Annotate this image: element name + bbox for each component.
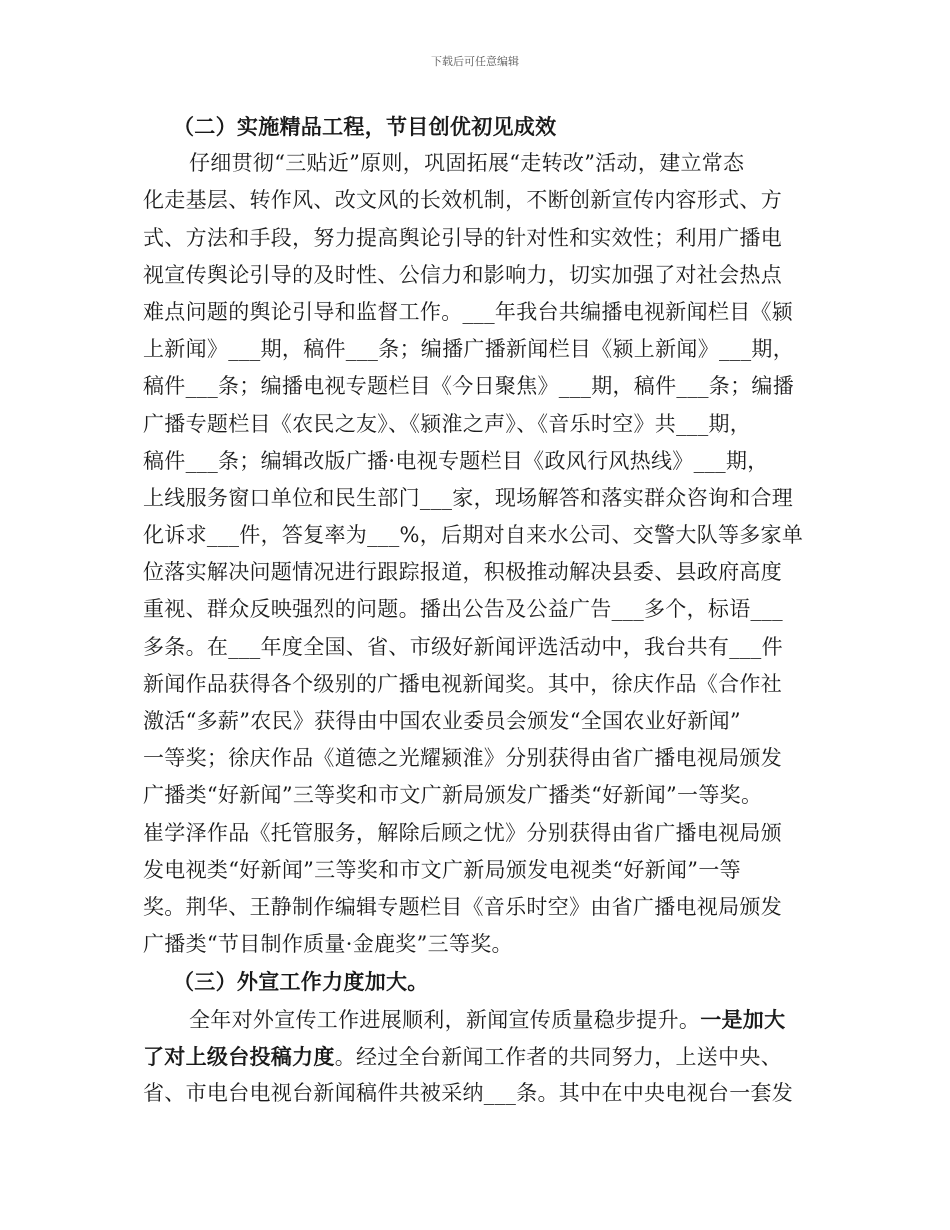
text-line: 广播类“节目制作质量·金鹿奖”三等奖。: [143, 932, 513, 957]
text-line: 多条。在___年度全国、省、市级好新闻评选活动中，我台共有___件: [143, 634, 783, 659]
text-line: [143, 1001, 823, 1038]
text-line: 崔学泽作品《托管服务，解除后顾之忧》分别获得由省广播电视局颁: [143, 820, 782, 845]
text-line: 重视、群众反映强烈的问题。播出公告及公益广告___多个，标语___: [143, 597, 783, 622]
document-body: [143, 108, 823, 1112]
text-line: 位落实解决问题情况进行跟踪报道，积极推动解决县委、县政府高度: [143, 560, 782, 585]
emphasis-text: 一是加大: [700, 1006, 786, 1032]
text-line: 奖。荆华、王静制作编辑专题栏目《音乐时空》由省广播电视局颁发: [143, 894, 782, 919]
text-line: 上新闻》___期，稿件___条；编播广播新闻栏目《颍上新闻》___期，: [143, 337, 794, 362]
text-line: 广播专题栏目《农民之友》、《颍淮之声》、《音乐时空》共___期，: [143, 411, 752, 436]
header-note: 下载后可任意编辑: [431, 55, 519, 68]
text-line: 发电视类“好新闻”三等奖和市文广新局颁发电视类“好新闻”一等: [143, 857, 741, 882]
text-line: 稿件___条；编播电视专题栏目《今日聚焦》___期，稿件___条；编播: [143, 374, 794, 399]
text-line: [143, 1038, 823, 1075]
text-line: 一等奖；徐庆作品《道德之光耀颍淮》分别获得由省广播电视局颁发: [143, 746, 782, 771]
line-text: 全年对外宣传工作进展顺利，新闻宣传质量稳步提升。: [189, 1007, 701, 1032]
line-text: 。经过全台新闻工作者的共同努力，上送中央、: [334, 1044, 783, 1069]
text-line: 化诉求___件，答复率为___%，后期对自来水公司、交警大队等多家单: [143, 523, 804, 548]
section-heading: （三）外宣工作力度加大。: [173, 969, 429, 995]
emphasis-text: 了对上级台投稿力度: [143, 1043, 335, 1069]
text-line: 新闻作品获得各个级别的广播电视新闻奖。其中，徐庆作品《合作社: [143, 671, 782, 696]
text-line: 化走基层、转作风、改文风的长效机制，不断创新宣传内容形式、方: [143, 188, 782, 213]
text-line: 难点问题的舆论引导和监督工作。___年我台共编播电视新闻栏目《颍: [143, 299, 794, 324]
text-line: 稿件___条；编辑改版广播·电视专题栏目《政风行风热线》___期，: [143, 448, 769, 473]
text-line: 式、方法和手段，努力提高舆论引导的针对性和实效性；利用广播电: [143, 225, 782, 250]
text-line: 仔细贯彻“三贴近”原则，巩固拓展“走转改”活动，建立常态: [189, 151, 745, 176]
text-line: 广播类“好新闻”三等奖和市文广新局颁发广播类“好新闻”一等奖。: [143, 783, 763, 808]
section-heading: （二）实施精品工程，节目创优初见成效: [173, 114, 557, 139]
text-line: 上线服务窗口单位和民生部门___家，现场解答和落实群众咨询和合理: [143, 485, 794, 510]
text-line: 激活“多薪”农民》获得由中国农业委员会颁发“全国农业好新闻”: [143, 709, 741, 733]
text-line: 省、市电台电视台新闻稿件共被采纳___条。其中在中央电视台一套发: [143, 1080, 794, 1105]
text-line: 视宣传舆论引导的及时性、公信力和影响力，切实加强了对社会热点: [143, 262, 782, 287]
